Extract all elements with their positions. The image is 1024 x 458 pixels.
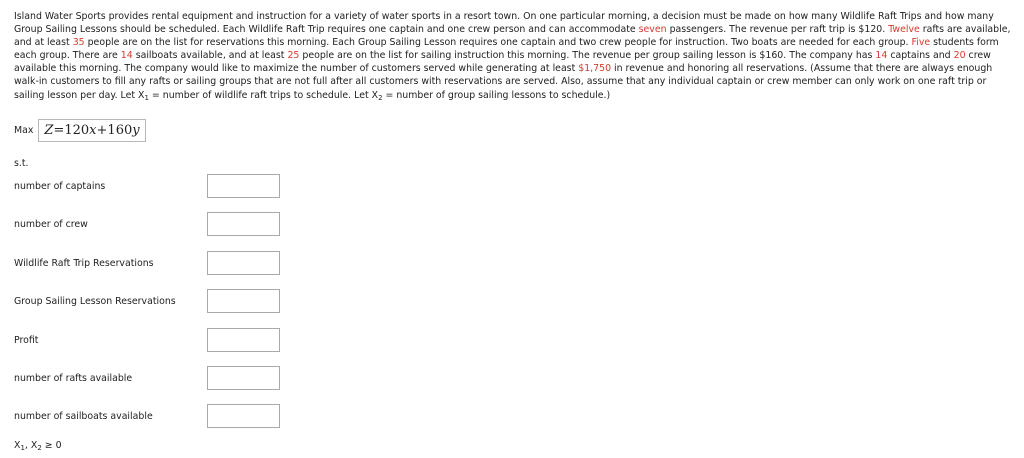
- sailboats-available-constraint-input[interactable]: [207, 404, 280, 428]
- constraint-row-sailboats-available: [14, 403, 280, 429]
- constraint-row-rafts-available: [14, 365, 280, 391]
- sailing-reservations-constraint-input[interactable]: [207, 289, 280, 313]
- max-label: Max: [14, 125, 34, 136]
- highlight-value: 20: [953, 50, 966, 62]
- subject-to-label: s.t.: [14, 158, 29, 169]
- constraint-row-sailing-reservations: [14, 288, 280, 314]
- rafts-available-constraint-input[interactable]: [207, 366, 280, 390]
- highlight-value: 14: [875, 50, 888, 62]
- highlight-value: Five: [911, 37, 931, 49]
- constraint-label: number of sailboats available: [14, 410, 153, 422]
- highlight-value: seven: [638, 24, 667, 36]
- objective-expression: Z = 120 x + 160 y: [38, 119, 145, 142]
- highlight-value: 25: [287, 50, 300, 62]
- constraint-row-captains: [14, 173, 280, 199]
- constraint-label: Group Sailing Lesson Reservations: [14, 295, 176, 307]
- profit-constraint-input[interactable]: [207, 328, 280, 352]
- constraint-label: number of captains: [14, 180, 106, 192]
- constraint-row-profit: [14, 327, 280, 353]
- constraint-label: number of crew: [14, 218, 88, 230]
- constraint-row-crew: [14, 211, 280, 237]
- constraint-label: Profit: [14, 334, 39, 346]
- captains-constraint-input[interactable]: [207, 174, 280, 198]
- constraint-row-raft-reservations: [14, 250, 280, 276]
- crew-constraint-input[interactable]: [207, 212, 280, 236]
- constraint-label: Wildlife Raft Trip Reservations: [14, 257, 154, 269]
- variable-x2: $X_2$: [371, 89, 383, 102]
- nonnegativity-constraint: $X_1$, $X_2 \ge 0$: [14, 440, 62, 452]
- constraint-label: number of rafts available: [14, 372, 133, 384]
- highlight-value: $1,750: [578, 63, 612, 75]
- raft-reservations-constraint-input[interactable]: [207, 251, 280, 275]
- highlight-value: 14: [120, 50, 133, 62]
- variable-x1: $X_1$: [138, 89, 149, 102]
- highlight-value: 35: [72, 37, 85, 49]
- objective-function: [14, 119, 146, 142]
- problem-statement: Island Water Sports provides rental equipment and instruction for a variety of water sports in a resort town. On one particular morning, a decision must be made on how many Wildlife Raft Trips and how many Group Sailing Lessons should be scheduled. Each Wildlife Raft Trip requires one captain and one crew person and can accommodate seven passengers. The revenue per raft trip is $120. Twelve rafts are available, and at least 35 people are on the list for reservations this morning. Each Group Sailing Lesson requires one captain and two crew people for instruction. Two boats are needed for each group. Five students form each group. There are 14 sailboats available, and at least 25 people are on the list for sailing instruction this morning. The revenue per group sailing lesson is $160. The company has 14 captains and 20 crew available this morning. The company would like to maximize the number of customers served while generating at least $1,750 in revenue and honoring all reservations. (Assume that there are always enough walk-in customers to fill any rafts or sailing groups that are not full after all customers with reservations are served. Also, assume that any individual captain or crew member can only work on one raft trip or sailing lesson per day. Let $X_1$ = number of wildlife raft trips to schedule. Let $X_2$ = number of group sailing lessons to schedule.): [14, 11, 1011, 102]
- highlight-value: Twelve: [888, 24, 920, 36]
